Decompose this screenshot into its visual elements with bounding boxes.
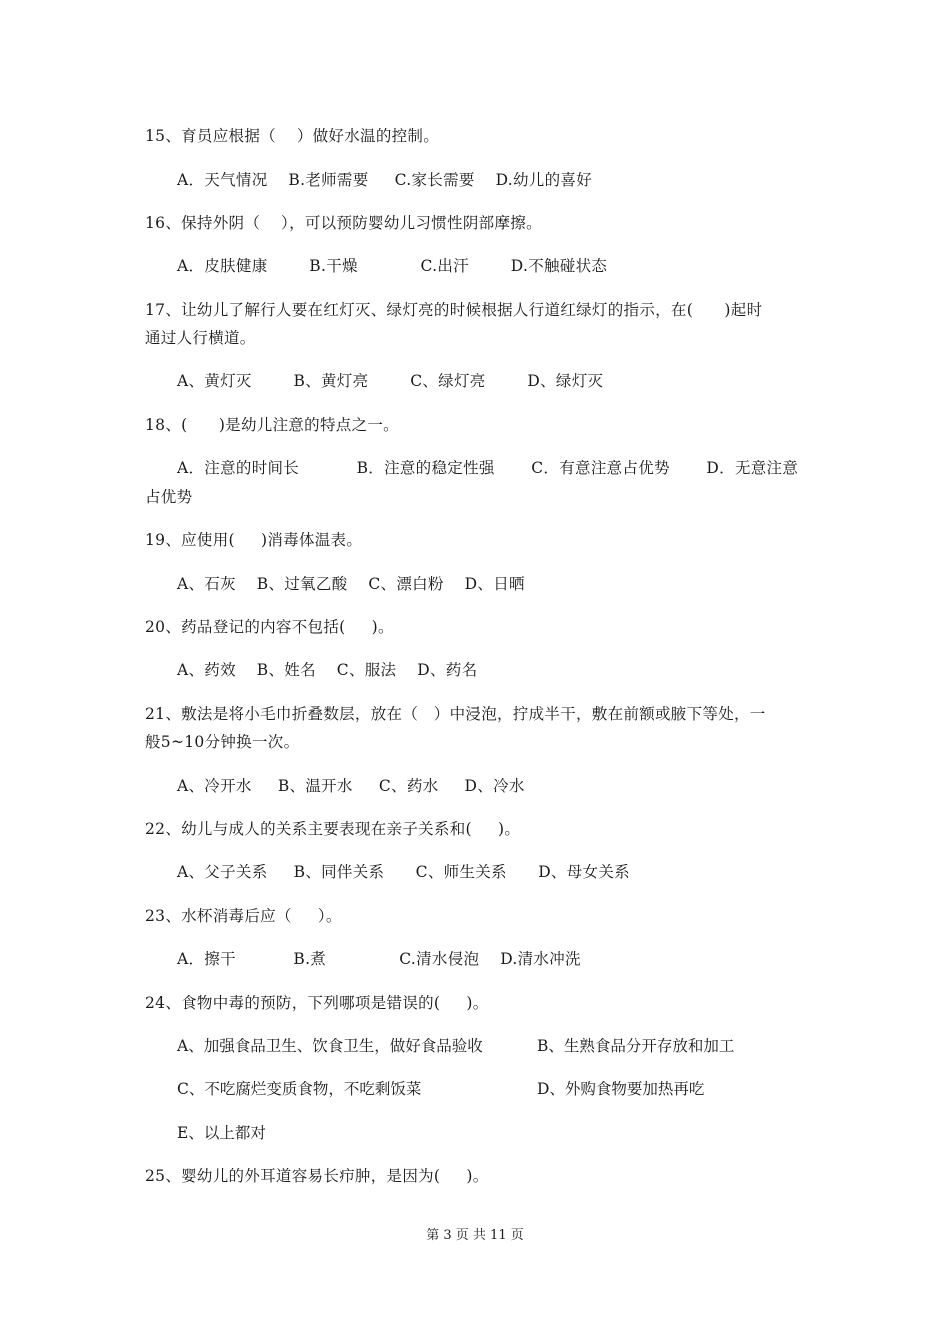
question-18-options-continuation: 占优势 bbox=[145, 488, 193, 506]
question-15-options: A．天气情况 B.老师需要 C.家长需要 D.幼儿的喜好 bbox=[177, 171, 592, 189]
question-25-stem: 25、婴幼儿的外耳道容易长疖肿，是因为( )。 bbox=[145, 1167, 489, 1185]
question-15-stem: 15、育员应根据（ ）做好水温的控制。 bbox=[145, 127, 440, 145]
question-22-options: A、父子关系 B、同伴关系 C、师生关系 D、母女关系 bbox=[177, 863, 630, 881]
question-16-stem: 16、保持外阴（ ），可以预防婴幼儿习惯性阴部摩擦。 bbox=[145, 214, 542, 232]
question-21-stem-line1: 21、敷法是将小毛巾折叠数层，放在（ ）中浸泡，拧成半干，敷在前额或腋下等处，一 bbox=[145, 705, 766, 723]
question-24-option-e: E、以上都对 bbox=[177, 1124, 266, 1142]
question-21-options: A、冷开水 B、温开水 C、药水 D、冷水 bbox=[177, 777, 525, 795]
question-20-options: A、药效 B、姓名 C、服法 D、药名 bbox=[177, 661, 478, 679]
question-24-option-d: D、外购食物要加热再吃 bbox=[537, 1080, 705, 1098]
question-18-stem: 18、( )是幼儿注意的特点之一。 bbox=[145, 416, 399, 434]
question-18-options: A．注意的时间长 B．注意的稳定性强 C．有意注意占优势 D．无意注意 bbox=[177, 459, 799, 477]
question-24-stem: 24、食物中毒的预防，下列哪项是错误的( )。 bbox=[145, 994, 489, 1012]
question-17-stem-line1: 17、让幼儿了解行人要在红灯灭、绿灯亮的时候根据人行道红绿灯的指示，在( )起时 bbox=[145, 301, 763, 319]
question-23-stem: 23、水杯消毒后应（ ）。 bbox=[145, 907, 342, 925]
question-19-options: A、石灰 B、过氧乙酸 C、漂白粉 D、日晒 bbox=[177, 575, 525, 593]
question-24-option-b: B、生熟食品分开存放和加工 bbox=[537, 1037, 735, 1055]
question-19-stem: 19、应使用( )消毒体温表。 bbox=[145, 531, 363, 549]
question-17-options: A、黄灯灭 B、黄灯亮 C、绿灯亮 D、绿灯灭 bbox=[177, 372, 604, 390]
question-17-stem-line2: 通过人行横道。 bbox=[145, 329, 256, 347]
question-24-option-a: A、加强食品卫生、饮食卫生，做好食品验收 bbox=[177, 1037, 483, 1055]
question-22-stem: 22、幼儿与成人的关系主要表现在亲子关系和( )。 bbox=[145, 820, 521, 838]
question-24-option-c: C、不吃腐烂变质食物，不吃剩饭菜 bbox=[177, 1080, 422, 1098]
page-number-footer: 第 3 页 共 11 页 bbox=[426, 1228, 524, 1243]
question-16-options: A．皮肤健康 B.干燥 C.出汗 D.不触碰状态 bbox=[177, 257, 608, 275]
question-20-stem: 20、药品登记的内容不包括( )。 bbox=[145, 618, 394, 636]
question-21-stem-line2: 般5~10分钟换一次。 bbox=[145, 733, 300, 751]
question-23-options: A．擦干 B.煮 C.清水侵泡 D.清水冲洗 bbox=[177, 950, 581, 968]
